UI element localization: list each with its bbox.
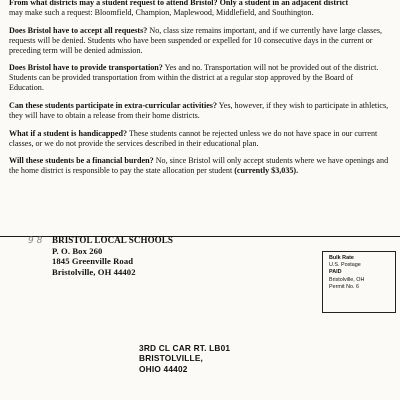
faq-question: Does Bristol have to accept all requests? [9, 25, 148, 35]
faq-answer: No, class size remains important, and if we currently have large classes, requests will be denied. Students who have been suspended or expelled for 10 consecutive days in the current or preceding term will be denied admission. [9, 25, 383, 55]
recipient-address [139, 343, 230, 374]
faq-item-financial-burden [9, 156, 389, 176]
faq-cutoff-question: From what districts may a student request to attend Bristol? Only a student in an adjacent district [9, 0, 349, 7]
faq-item-accept-requests [9, 26, 389, 56]
indicia-line: Permit No. 6 [329, 283, 359, 290]
faq-item-transportation [9, 63, 389, 93]
faq-question: Can these students participate in extra-curricular activities? [9, 100, 218, 110]
faq-answer-amount: (currently $3,035). [234, 166, 299, 176]
handwritten-margin-mark: 9 8 [28, 236, 43, 246]
faq-answer: Yes and no. Transportation will not be provided out of the district. Students can be provided transportation from within the district at a regular stop approved by the Board of Education. [9, 63, 379, 93]
faq-answer: Yes, however, if they wish to participate in athletics, they will have to obtain a release from their home districts. [9, 100, 389, 121]
indicia-line: Bulk Rate [329, 255, 354, 261]
faq-item-extracurricular [9, 101, 389, 121]
faq-question: What if a student is handicapped? [9, 128, 128, 138]
recipient-address-line: BRISTOLVILLE, [139, 353, 204, 364]
faq-question: Does Bristol have to provide transportation? [9, 63, 163, 73]
recipient-address-line: 3RD CL CAR RT. LB01 [139, 343, 231, 353]
return-address [52, 235, 173, 278]
indicia-line: PAID [329, 269, 342, 276]
return-address-line: Bristolville, OH 44402 [52, 267, 136, 278]
faq-answer: No, since Bristol will only accept students where we have openings and the home district is responsible to pay the state allocation per student [9, 156, 389, 176]
faq-intro [9, 0, 389, 18]
indicia-line: Bristolville, OH [329, 276, 365, 283]
return-address-line: P. O. Box 260 [52, 245, 103, 256]
faq-item-handicapped [9, 129, 389, 149]
indicia-line: U.S. Postage [329, 262, 361, 269]
postage-indicia [322, 251, 396, 313]
faq-question: Will these students be a financial burden? [9, 156, 154, 166]
return-address-org: BRISTOL LOCAL SCHOOLS [52, 235, 173, 245]
recipient-address-line: OHIO 44402 [139, 363, 188, 374]
return-address-line: 1845 Greenville Road [52, 256, 134, 267]
faq-section [9, 0, 389, 184]
faq-answer: These students cannot be rejected unless we do not have space in our current classes, or we do not provide the services described in their educational plan. [9, 128, 378, 148]
faq-intro-text: may make such a request: Bloomfield, Champion, Maplewood, Middlefield, and Southington. [9, 8, 314, 18]
